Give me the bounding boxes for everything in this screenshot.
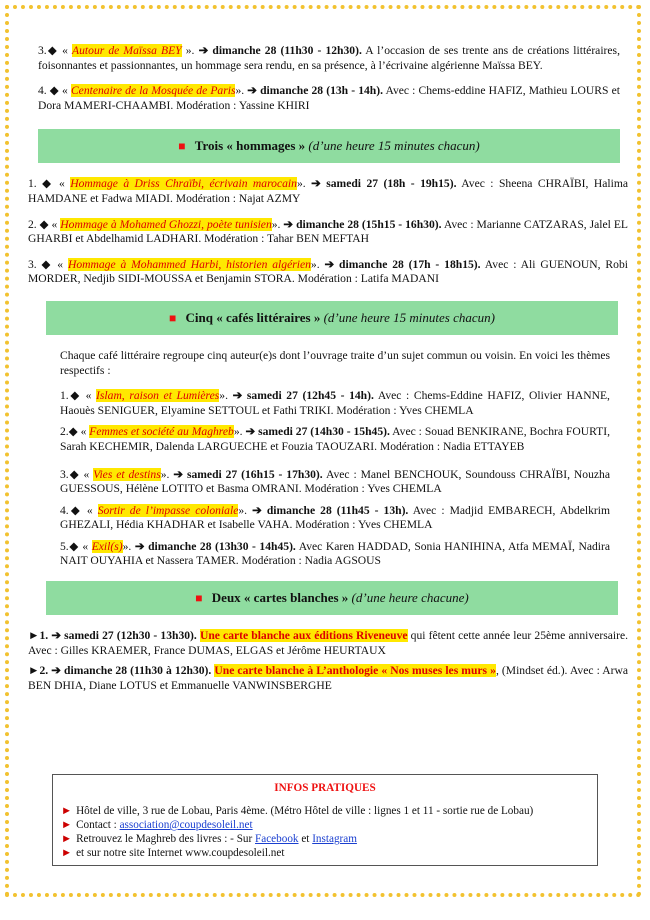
- item-number: 1. ◆ «: [28, 177, 65, 191]
- item-schedule: samedi 27 (12h30 - 13h30).: [64, 629, 197, 643]
- item-title: Sortir de l’impasse coloniale: [97, 503, 239, 517]
- arrow-icon: ➔: [173, 467, 184, 481]
- item-title: Autour de Maïssa BEY: [72, 44, 182, 57]
- arrow-icon: ➔: [51, 629, 62, 643]
- item-number: 4.◆ «: [60, 503, 93, 517]
- item-description: qui fêtent cette année leur 25ème anniversaire. Avec : Gilles KRAEMER, France DUMAS, ELGAS et Jérôme HEURTAUX: [28, 629, 628, 657]
- item-title: Islam, raison et Lumières: [96, 389, 220, 403]
- contact-label: Contact :: [76, 819, 120, 831]
- arrow-icon: ➔: [232, 389, 243, 403]
- quote-close: ».: [235, 84, 245, 98]
- quote-close: ».: [185, 44, 195, 57]
- section-subtitle: (d’une heure chacune): [351, 590, 469, 606]
- item-title: Femmes et société au Maghreb: [89, 425, 234, 439]
- info-contact: [61, 818, 589, 832]
- item-schedule: dimanche 28 (11h45 - 13h).: [266, 503, 409, 517]
- item-title: Vies et destins: [93, 467, 161, 481]
- program-item: [60, 425, 610, 454]
- item-title: Exil(s): [91, 539, 123, 553]
- item-schedule: samedi 27 (18h - 19h15).: [326, 177, 457, 191]
- quote-close: ».: [233, 425, 243, 439]
- arrow-right-icon: ►: [61, 819, 73, 831]
- section-title: Deux « cartes blanches »: [211, 590, 349, 606]
- item-schedule: samedi 27 (12h45 - 14h).: [246, 389, 374, 403]
- item-description: Avec : Souad BENKIRANE, Bochra FOURTI, Sarah KECHEMIR, Dalenda LARGUECHE et Fouzia TAOUZARI. Modération : Nadia ETTAYEB: [60, 425, 610, 453]
- arrow-right-icon: ►: [61, 847, 73, 859]
- info-social: [61, 832, 589, 846]
- item-number: ►2.: [28, 664, 49, 678]
- item-description: Avec : Ali GUENOUN, Robi MORDER, Nedjib SIDI-MOUSSA et Benjamin STORA. Modération : Latifa MADANI: [28, 257, 628, 286]
- item-description: Avec : Madjid EMBARECH, Abdelkrim GHEZALI, Hédia KHADHAR et Isabelle VAHA. Modération : Yves CHEMLA: [60, 503, 610, 532]
- item-description: Avec Karen HADDAD, Sonia HANIHINA, Atfa MEMAÏ, Nadira NAIT OUYAHIA et Nassera TAMER. Modération : Nadia AGSOUS: [60, 539, 610, 568]
- cafes-intro: Chaque café littéraire regroupe cinq auteur(e)s dont l’ouvrage traite d’un sujet commun ou voisin. En voici les thèmes respectifs :: [60, 348, 610, 377]
- info-address: [61, 804, 589, 818]
- item-description: A l’occasion de ses trente ans de créations littéraires, foisonnantes et passionnantes, un hommage sera rendu, en sa présence, à l’écrivaine algérienne Maïssa BEY.: [38, 44, 620, 72]
- item-number: 3.◆ «: [60, 467, 90, 481]
- arrow-icon: ➔: [198, 44, 209, 57]
- item-title: Hommage à Driss Chraïbi, écrivain marocain: [70, 177, 297, 191]
- item-number: 5.◆ «: [60, 539, 89, 553]
- item-description: , (Mindset éd.). Avec : Arwa BEN DHIA, Diane LOTUS et Emmanuelle VANWINSBERGHE: [28, 664, 628, 692]
- program-item: [60, 504, 610, 533]
- instagram-link[interactable]: Instagram: [312, 833, 357, 845]
- item-description: Avec : Marianne CATZARAS, Jalel EL GHARBI et Abdelhamid LADHARI. Modération : Tahar BEN MEFTAH: [28, 217, 628, 246]
- section-banner-hommages: [38, 129, 620, 163]
- program-item: [28, 258, 628, 287]
- social-label: Retrouvez le Maghreb des livres : - Sur: [76, 833, 256, 845]
- item-schedule: dimanche 28 (15h15 - 16h30).: [296, 217, 442, 231]
- item-description: Avec : Sheena CHRAÏBI, Halima HAMDANE et Fadwa MIADI. Modération : Najat AZMY: [28, 177, 628, 205]
- address-text: Hôtel de ville, 3 rue de Lobau, Paris 4ème. (Métro Hôtel de ville : lignes 1 et 11 - sortie rue de Lobau): [76, 805, 534, 817]
- item-title: Une carte blanche aux éditions Riveneuve: [199, 629, 408, 643]
- quote-close: ».: [296, 177, 306, 191]
- item-title: Hommage à Mohammed Harbi, historien algérien: [67, 257, 311, 271]
- item-number: 3. ◆ «: [28, 257, 64, 271]
- infos-title: INFOS PRATIQUES: [274, 782, 376, 794]
- item-description: Avec : Chems-Eddine HAFIZ, Olivier HANNE, Haouès SENIGUER, Elyamine SETTOUL et Fathi TRIKI. Modération : Yves CHEMLA: [60, 389, 610, 417]
- item-schedule: dimanche 28 (13h30 - 14h45).: [148, 539, 296, 553]
- website-text: et sur notre site Internet www.coupdesoleil.net: [76, 847, 285, 859]
- arrow-icon: ➔: [324, 257, 335, 271]
- quote-close: ».: [310, 257, 320, 271]
- program-item: [38, 44, 620, 73]
- section-title: Cinq « cafés littéraires »: [185, 309, 321, 325]
- item-schedule: dimanche 28 (11h30 - 12h30).: [212, 44, 362, 57]
- quote-close: ».: [122, 539, 132, 553]
- facebook-link[interactable]: Facebook: [255, 833, 299, 845]
- program-item: [28, 629, 628, 658]
- red-square-icon: ■: [195, 591, 203, 606]
- arrow-icon: ➔: [283, 217, 294, 231]
- item-number: 4. ◆ «: [38, 84, 68, 98]
- quote-close: ».: [219, 389, 228, 403]
- program-item: [28, 664, 628, 693]
- item-schedule: dimanche 28 (11h30 à 12h30).: [64, 664, 212, 678]
- item-schedule: dimanche 28 (13h - 14h).: [260, 84, 383, 98]
- item-number: 3.◆ «: [38, 44, 68, 57]
- arrow-right-icon: ►: [61, 805, 73, 817]
- program-item: [60, 540, 610, 569]
- program-item: [28, 218, 628, 247]
- and-text: et: [298, 833, 313, 845]
- arrow-icon: ➔: [311, 177, 321, 191]
- section-banner-cartes: [46, 581, 618, 615]
- red-square-icon: ■: [178, 139, 186, 154]
- item-description: Avec : Chems-eddine HAFIZ, Mathieu LOURS et Dora MAMERI-CHAAMBI. Modération : Yassine KHIRI: [38, 84, 620, 112]
- item-number: 2. ◆ «: [28, 217, 58, 231]
- red-square-icon: ■: [169, 310, 177, 325]
- item-title: Centenaire de la Mosquée de Paris: [70, 84, 236, 98]
- item-schedule: samedi 27 (14h30 - 15h45).: [258, 425, 390, 439]
- item-schedule: dimanche 28 (17h - 18h15).: [339, 257, 481, 271]
- section-banner-cafes: [46, 301, 618, 335]
- item-schedule: samedi 27 (16h15 - 17h30).: [186, 467, 323, 481]
- quote-close: ».: [271, 217, 281, 231]
- arrow-icon: ➔: [247, 84, 257, 98]
- quote-close: ».: [160, 467, 170, 481]
- info-website: [61, 846, 589, 860]
- section-title: Trois « hommages »: [194, 138, 306, 154]
- item-description: Avec : Manel BENCHOUK, Soundouss CHRAÏBI, Nouzha GUESSOUS, Hélène LOTITO et Basma OMRANI. Modération : Yves CHEMLA: [60, 467, 610, 496]
- item-number: ►1.: [28, 629, 49, 643]
- infos-pratiques-box: [52, 774, 598, 866]
- program-content: [28, 44, 628, 704]
- item-title: Une carte blanche à L’anthologie « Nos muses les murs »: [214, 664, 496, 678]
- program-item: [28, 177, 628, 206]
- program-item: [60, 468, 610, 497]
- arrow-icon: ➔: [134, 539, 145, 553]
- arrow-icon: ➔: [252, 503, 262, 517]
- program-item: [38, 84, 620, 113]
- section-subtitle: (d’une heure 15 minutes chacun): [308, 138, 480, 154]
- section-subtitle: (d’une heure 15 minutes chacun): [323, 309, 495, 325]
- contact-email-link[interactable]: association@coupdesoleil.net: [119, 819, 253, 831]
- item-number: 1.◆ «: [60, 389, 92, 403]
- item-title: Hommage à Mohamed Ghozzi, poète tunisien: [60, 217, 272, 231]
- program-item: [60, 389, 610, 418]
- item-number: 2.◆ «: [60, 425, 87, 439]
- quote-close: ».: [238, 503, 248, 517]
- arrow-right-icon: ►: [61, 833, 73, 845]
- arrow-icon: ➔: [245, 425, 256, 439]
- arrow-icon: ➔: [51, 664, 61, 678]
